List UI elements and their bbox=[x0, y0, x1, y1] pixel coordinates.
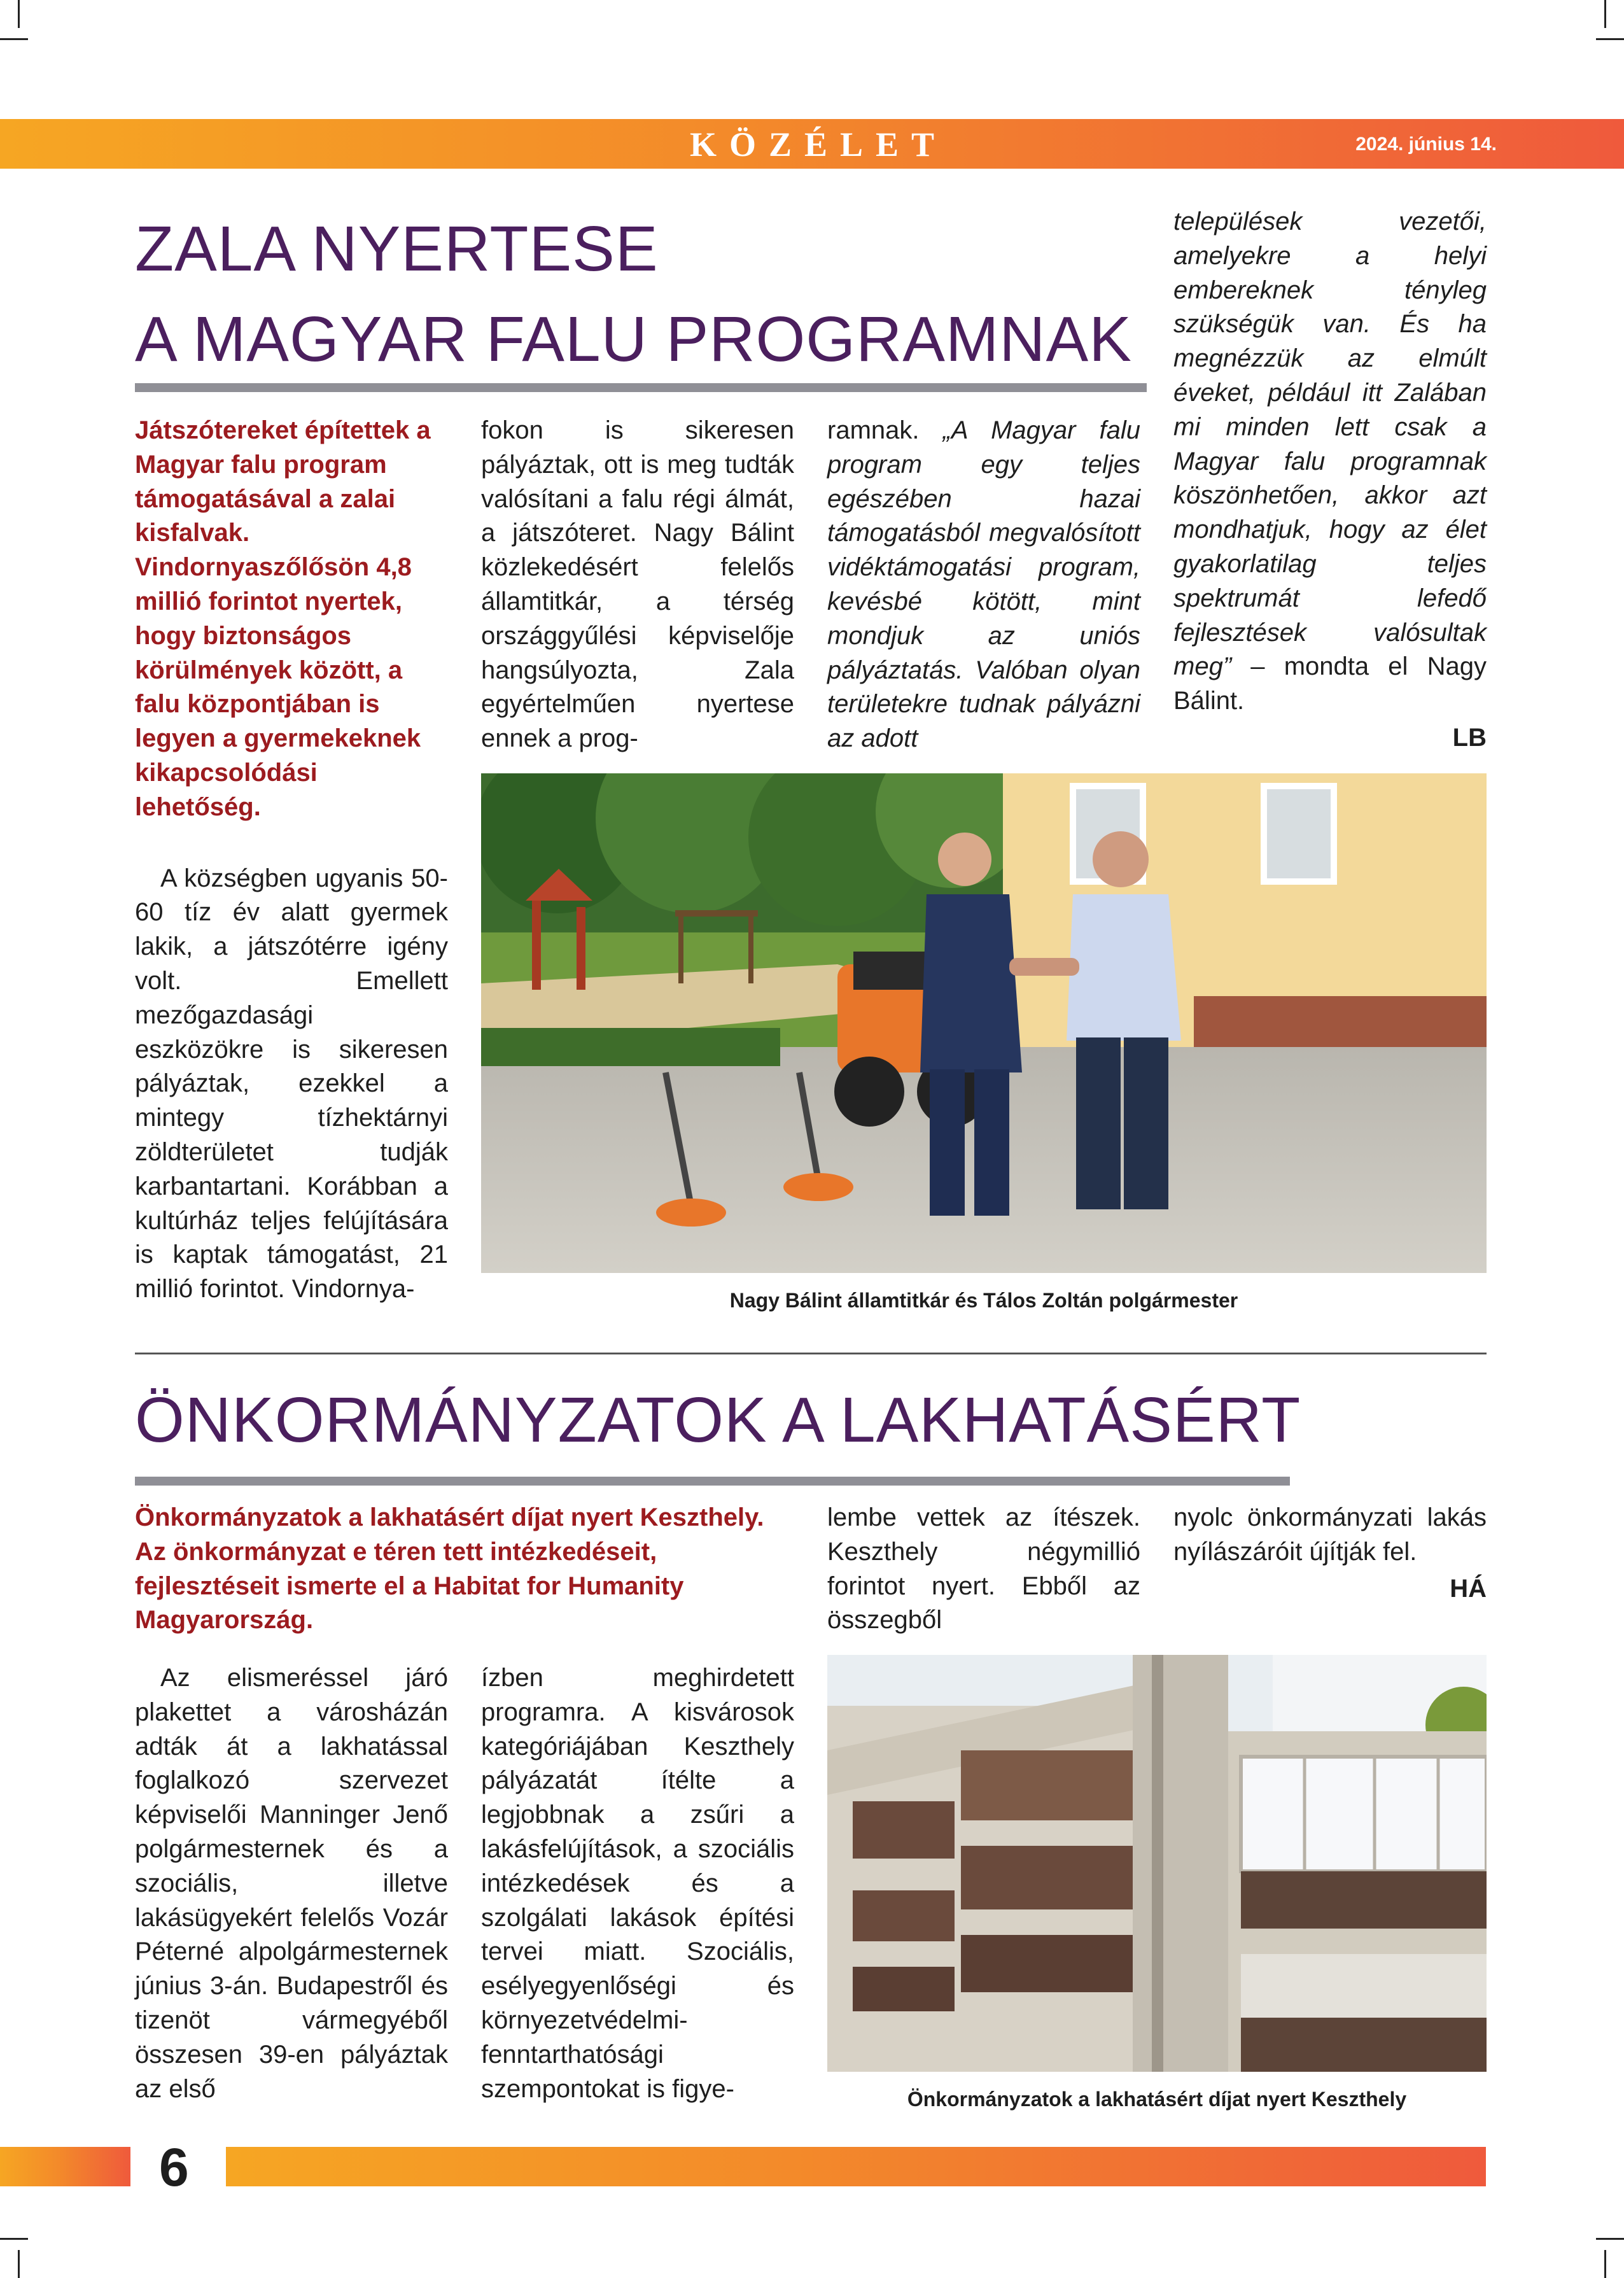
article1-signature: LB bbox=[1452, 723, 1487, 752]
article2-col1-body: Az elismeréssel járó plakettet a városházán adták át a lakhatással foglalkozó szervezet képviselői Manninger Jenő polgármesternek és a szociális, illetve lakásügyekért felelős Vozár Péterné alpolgármesternek június 3-án. Budapestről és tizenöt vármegyéből összesen 39-en pályáztak az első bbox=[135, 1664, 448, 2103]
article2-photo bbox=[827, 1655, 1487, 2072]
crop-mark bbox=[1596, 2238, 1624, 2240]
title-underline bbox=[135, 1477, 1290, 1486]
article1-col3-text bbox=[827, 414, 1140, 756]
article2-col1 bbox=[135, 1661, 448, 2106]
crop-mark bbox=[1604, 0, 1606, 28]
footer-band-right bbox=[226, 2147, 1486, 2186]
article1-col1 bbox=[135, 414, 448, 1307]
article1-col4 bbox=[1173, 205, 1487, 756]
article1-lead: Játszótereket építettek a Magyar falu program támogatásával a zalai kisfalvak. Vindornyaszőlősön 4,8 millió forintot nyertek, hogy biztonságos körülmények között, a falu központjában is legyen a gyermekeknek kikapcsolódási lehetőség. bbox=[135, 416, 431, 821]
article1-title-line1: ZALA NYERTESE bbox=[135, 213, 659, 285]
article2-col4 bbox=[1173, 1501, 1487, 1606]
article-divider bbox=[135, 1353, 1487, 1354]
article1-photo bbox=[481, 773, 1487, 1273]
article1-col4-quote: települések vezetői, amelyekre a helyi embereknek tényleg szükségük van. És ha megnézzük az elmúlt éveket, például itt Zalában mi minden lett csak a Magyar falu programnak köszönhetően, akkor azt mondhatjuk, hogy az élet gyakorlatilag teljes spektrumát lefedő fejlesztések valósultak meg” bbox=[1173, 207, 1487, 681]
article2-photo-caption: Önkormányzatok a lakhatásért díjat nyert Keszthely bbox=[907, 2088, 1407, 2111]
article1-col2 bbox=[481, 414, 794, 756]
article2-col2 bbox=[481, 1661, 794, 2106]
article1-col2-body: fokon is sikeresen pályáztak, ott is meg tudták valósítani a falu régi álmát, a játszóteret. Nagy Bálint közlekedésért felelős államtitkár, a térség országgyűlési képviselője hangsúlyozta, Zala egyértelműen nyertese ennek a prog- bbox=[481, 416, 794, 753]
article2-col3-body: lembe vettek az ítészek. Keszthely négymillió forintot nyert. Ebből az összegből bbox=[827, 1503, 1140, 1635]
handshake-photo-illustration bbox=[481, 773, 1487, 1273]
article1-col3-plain: ramnak. bbox=[827, 416, 943, 444]
title-underline bbox=[135, 383, 1147, 392]
article1-photo-caption: Nagy Bálint államtitkár és Tálos Zoltán polgármester bbox=[729, 1289, 1238, 1312]
article2-col2-body: ízben meghirdetett programra. A kisvárosok kategóriájában Keszthely pályázatát ítélte a legjobbnak a zsűri a lakásfelújítások, a szociális intézkedések és a szolgálati lakások építési tervei miatt. Szociális, esélyegyenlőségi és környezetvédelmi-fenntarthatósági szempontokat is figye- bbox=[481, 1664, 794, 2103]
article1-col1-body: A községben ugyanis 50-60 tíz év alatt gyermek lakik, a játszótérre igény volt. Emellett mezőgazdasági eszközökre is sikeresen pályáztak, ezekkel a mintegy tízhektárnyi zöldterületet tudják karbantartani. Korábban a kultúrház teljes felújítására is kaptak támogatást, 21 millió forintot. Vindornya- bbox=[135, 864, 448, 1304]
article1-col4-plain: – mondta el Nagy Bálint. bbox=[1173, 652, 1487, 715]
article2-col4-body: nyolc önkormányzati lakás nyílászáróit újítják fel. bbox=[1173, 1503, 1487, 1566]
crop-mark bbox=[18, 0, 20, 28]
article2-title: ÖNKORMÁNYZATOK A LAKHATÁSÉRT bbox=[135, 1384, 1301, 1456]
article2-signature: HÁ bbox=[1450, 1574, 1487, 1603]
crop-mark bbox=[0, 2238, 28, 2240]
section-label: KÖZÉLET bbox=[689, 125, 948, 164]
apartment-building-illustration bbox=[827, 1655, 1487, 2072]
article2-col3 bbox=[827, 1501, 1140, 1638]
crop-mark bbox=[18, 2250, 20, 2278]
footer-band-left bbox=[0, 2147, 130, 2186]
article2-lead: Önkormányzatok a lakhatásért díjat nyert Keszthely. Az önkormányzat e téren tett intézkedéseit, fejlesztéseit ismerte el a Habitat for Humanity Magyarország. bbox=[135, 1503, 764, 1635]
page-number: 6 bbox=[159, 2137, 189, 2197]
article1-title-line2: A MAGYAR FALU PROGRAMNAK bbox=[135, 304, 1132, 375]
issue-date: 2024. június 14. bbox=[1355, 134, 1497, 155]
article1-col3-quote: „A Magyar falu program egy teljes egészében hazai támogatásból megvalósított vidéktámogatási program, kevésbé kötött, mint mondjuk az uniós pályáztatás. Valóban olyan területekre tudnak pályázni az adott bbox=[827, 416, 1140, 753]
article1-col4-text bbox=[1173, 205, 1487, 719]
crop-mark bbox=[1604, 2250, 1606, 2278]
crop-mark bbox=[1596, 38, 1624, 40]
crop-mark bbox=[0, 38, 28, 40]
article1-col3 bbox=[827, 414, 1140, 756]
